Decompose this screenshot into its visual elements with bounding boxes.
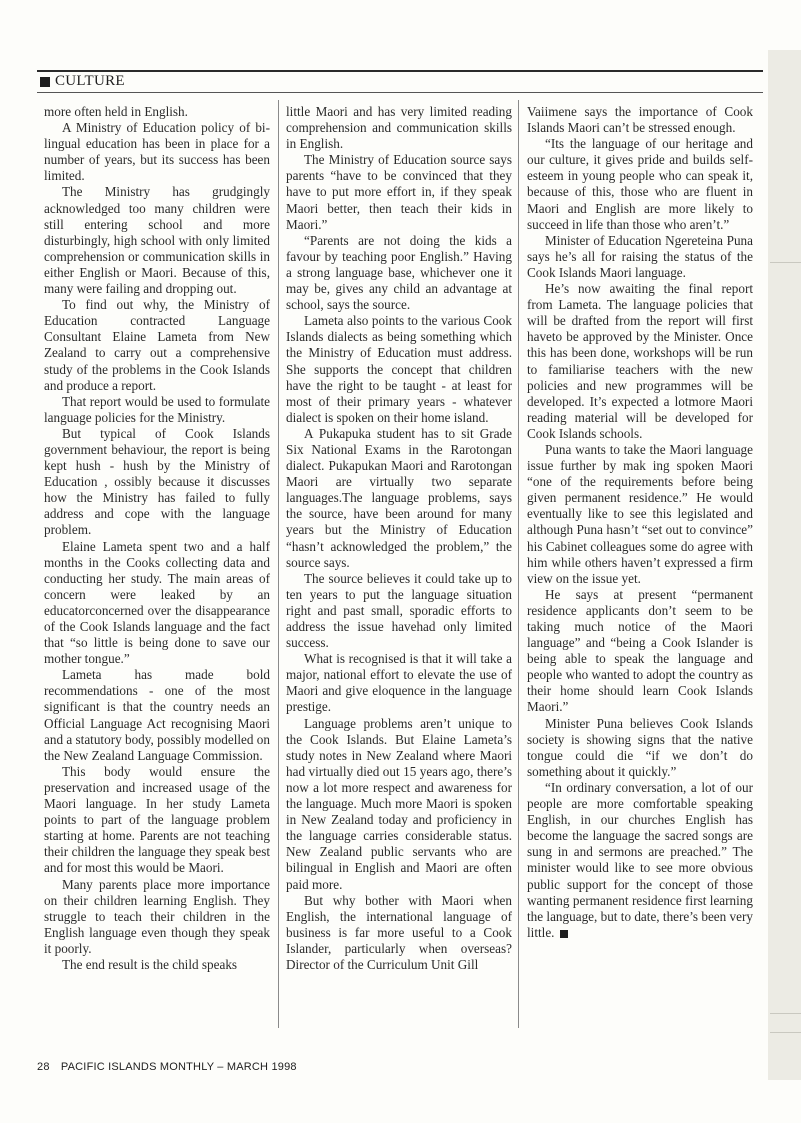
adjacent-page-line: [770, 1013, 801, 1014]
paragraph: A Pukapuka student has to sit Grade Six National Exams in the Rarotongan dialect. Pukapukan Maori and Rarotongan Maori are virtually two separate languages.The language problems, says the source, have been around for many years but the Ministry of Education “hasn’t acknowledged the problem,” the source says.: [286, 425, 512, 570]
paragraph: But typical of Cook Islands government behaviour, the report is being kept hush - hush by the Ministry of Education , ossibly because it discusses how the Ministry has failed to fully address and cope with the language problem.: [44, 425, 270, 538]
paragraph: Elaine Lameta spent two and a half months in the Cooks collecting data and conducting her study. The main areas of concern were leaked by an educatorconcerned over the disappearance of the Cook Islands language and the fact that “so little is being done to save our mother tongue.”: [44, 538, 270, 667]
paragraph: The source believes it could take up to ten years to put the language situation right and past small, sporadic efforts to address the issue havehad only limited success.: [286, 570, 512, 651]
adjacent-page-edge: [768, 50, 801, 1080]
paragraph: Many parents place more importance on their children learning English. They struggle to teach their children in the English language even though they speak it poorly.: [44, 876, 270, 956]
paragraph: Minister of Education Ngereteina Puna says he’s all for raising the status of the Cook Islands Maori language.: [527, 232, 753, 280]
publication-line: PACIFIC ISLANDS MONTHLY – MARCH 1998: [60, 1061, 297, 1073]
paragraph: Puna wants to take the Maori language issue further by mak ing spoken Maori “one of the requirements before being given permanent residence.” He would eventually like to see this legislated and although Puna hasn’t “set out to convince” his Cabinet colleagues some do agree with him while others haven’t expressed a firm view on the issue yet.: [527, 441, 753, 586]
paragraph: A Ministry of Education policy of bi-lingual education has been in place for a number of years, but its success has been limited.: [44, 120, 270, 184]
paragraph: Lameta has made bold recommendations - one of the most significant is that the country needs an Official Language Act recognising Maori and a statutory body, possibly modelled on the New Zealand Language Commission.: [44, 667, 270, 763]
paragraph: That report would be used to formulate language policies for the Ministry.: [44, 393, 270, 425]
paragraph: The end result is the child speaks: [62, 956, 238, 972]
paragraph: Vaiimene says the importance of Cook Islands Maori can’t be stressed enough.: [527, 104, 753, 136]
paragraph-text: “In ordinary conversation, a lot of our people are more comfortable speaking English, in our churches English has become the language the sacred songs are sung in and sermons are preached.” The minister would like to see more obvious public support for the concept of those wanting permanent residence first learning the language, but to date, there’s been very little.: [527, 779, 753, 940]
end-of-article-square-icon: [560, 930, 568, 938]
page-number: 28: [37, 1061, 50, 1073]
header-bottom-rule: [37, 92, 763, 93]
paragraph: He’s now awaiting the final report from Lameta. The language policies that will be drafted from the report will first haveto be approved by the Minister. Once this has been done, workshops will be run to familiarise teachers with the new policies and new programmes will be developed. It’s expected a lotmore Maori reading material will be developed for Cook Islands schools.: [527, 281, 753, 441]
paragraph: “Its the language of our heritage and our culture, it gives pride and builds self-esteem in young people who can speak it, because of this, those who are fluent in Maori and English are more likely to succeed in life than those who aren’t.”: [527, 136, 753, 232]
paragraph: “Parents are not doing the kids a favour by teaching poor English.” Having a strong language base, whichever one it may be, gives any child an advantage at school, says the source.: [286, 232, 512, 313]
adjacent-page-line: [770, 1032, 801, 1033]
section-header: [40, 73, 125, 90]
article-column-1: [44, 104, 270, 973]
paragraph: Minister Puna believes Cook Islands society is showing signs that the native tongue could die “if we don’t do something about it quickly.”: [527, 715, 753, 779]
paragraph: But why bother with Maori when English, the international language of business is far more useful to a Cook Islander, particularly when overseas? Director of the Curriculum Unit Gill: [286, 892, 512, 972]
paragraph-final: [527, 780, 753, 941]
article-column-2: [286, 104, 512, 973]
paragraph: little Maori and has very limited reading comprehension and communication skills in English.: [286, 104, 512, 152]
adjacent-page-line: [770, 262, 801, 263]
article-column-3: [527, 104, 753, 941]
paragraph: Language problems aren’t unique to the Cook Islands. But Elaine Lameta’s study notes in New Zealand where Maori had virtually died out 15 years ago, there’s now a lot more respect and awareness for the language. Much more Maori is spoken in New Zealand today and proficiency in the language carries considerable status. New Zealand public servants who are bilingual in English and Maori are often paid more.: [286, 715, 512, 892]
page-footer: [37, 1061, 297, 1073]
section-title: CULTURE: [55, 73, 125, 89]
paragraph: He says at present “permanent residence applicants don’t seem to be taking much notice of the Maori language” and “being a Cook Islander is being able to speak the language and people who wanted to adopt the country as their home should learn Cook Islands Maori.”: [527, 586, 753, 715]
paragraph: more often held in English.: [44, 104, 188, 119]
paragraph: The Ministry of Education source says parents “have to be convinced that they have to put more effort in, if they speak Maori better, then teach their kids in Maori.”: [286, 152, 512, 232]
paragraph: What is recognised is that it will take a major, national effort to elevate the use of Maori and give eloquence in the language prestige.: [286, 651, 512, 715]
column-divider: [518, 100, 519, 1028]
column-divider: [278, 100, 279, 1028]
paragraph: To find out why, the Ministry of Education contracted Language Consultant Elaine Lameta from New Zealand to carry out a comprehensive study of the problems in the Cook Islands and produce a report.: [44, 297, 270, 393]
paragraph: The Ministry has grudgingly acknowledged too many children were still entering school and more disturbingly, high school with only limited comprehension or communication skills in either English or Maori. Because of this, many were failing and dropping out.: [44, 184, 270, 297]
paragraph: Lameta also points to the various Cook Islands dialects as being something which the Ministry of Education must address. She supports the concept that children have the right to be taught - at least for most of their primary years - whatever dialect is spoken on their home island.: [286, 313, 512, 425]
paragraph: This body would ensure the preservation and increased usage of the Maori language. In her study Lameta points to part of the language problem starting at home. Parents are not teaching their children the language they speak best and for most this would be Maori.: [44, 763, 270, 876]
header-top-rule: [37, 70, 763, 72]
square-bullet-icon: [40, 77, 50, 87]
